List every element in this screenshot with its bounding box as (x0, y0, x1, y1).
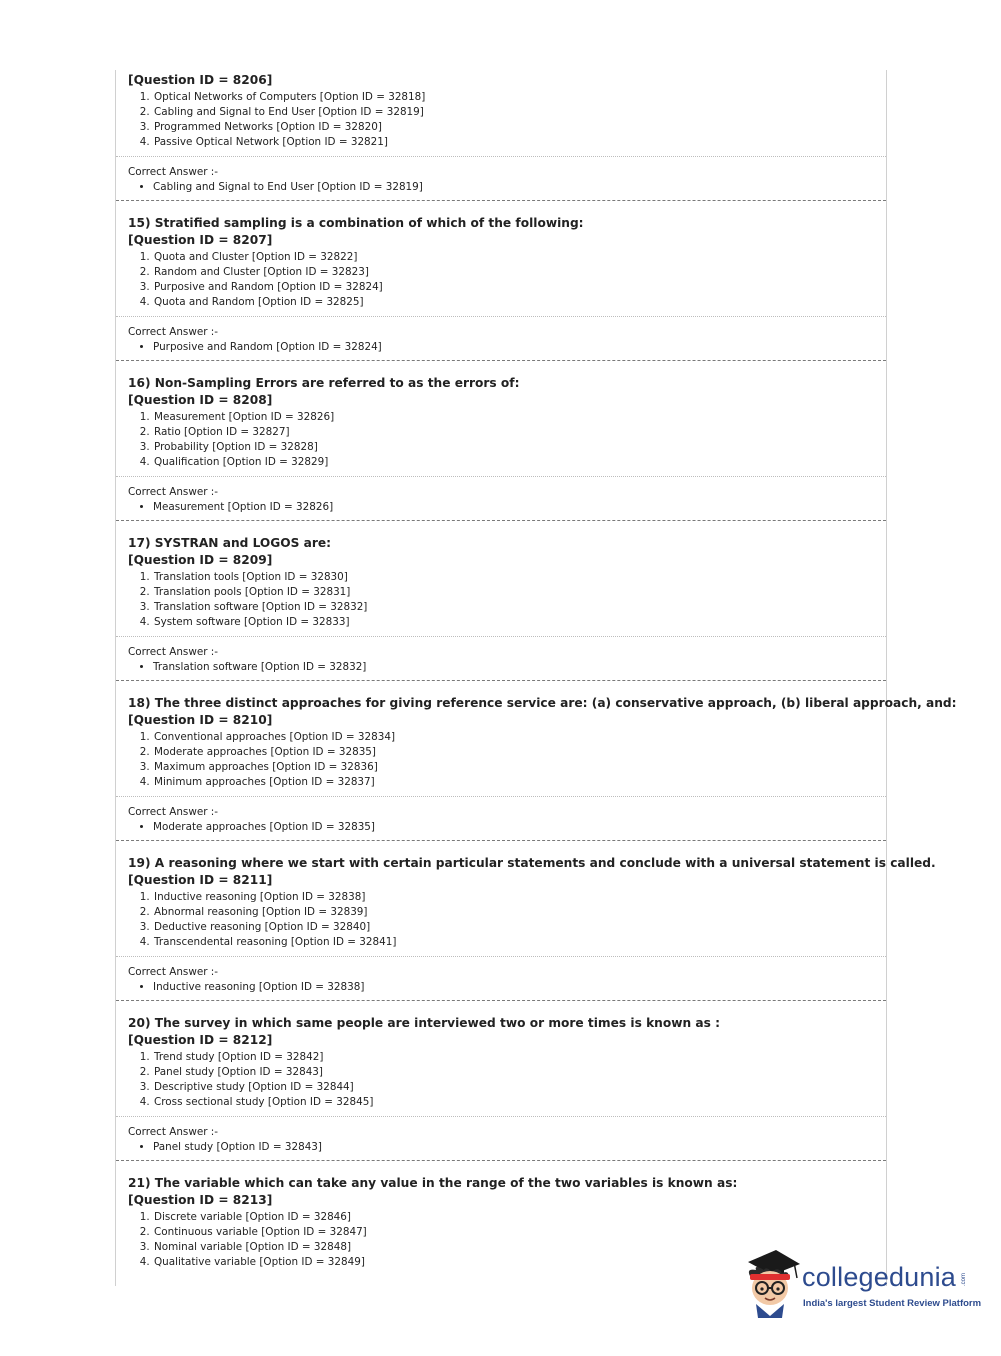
question-8206 (116, 70, 886, 150)
option-item: 2. Cabling and Signal to End User [Option ID = 32819] (153, 105, 874, 120)
logo-wordmark: collegedunia (802, 1262, 957, 1292)
option-item: 4. Passive Optical Network [Option ID = 32821] (153, 135, 874, 150)
question-id: [Question ID = 8209] (128, 553, 273, 567)
option-item: 1. Trend study [Option ID = 32842] (153, 1050, 874, 1065)
correct-answer-label: Correct Answer :- (128, 1126, 219, 1138)
options-list (128, 250, 874, 310)
options-list (128, 730, 874, 790)
question-title: 15) Stratified sampling is a combination of which of the following: (128, 216, 584, 230)
option-item: 4. Transcendental reasoning [Option ID = 32841] (153, 935, 874, 950)
option-item: 1. Translation tools [Option ID = 32830] (153, 570, 874, 585)
option-item: 3. Probability [Option ID = 32828] (153, 440, 874, 455)
answer-list (116, 340, 886, 355)
question-id: [Question ID = 8206] (128, 73, 273, 87)
correct-answer-label: Correct Answer :- (128, 326, 219, 338)
option-item: 4. Minimum approaches [Option ID = 32837] (153, 775, 874, 790)
logo-tagline: India's largest Student Review Platform (803, 1298, 982, 1309)
correct-answer: • Inductive reasoning [Option ID = 32838] (153, 980, 886, 995)
answer-list (116, 660, 886, 675)
question-17 (116, 534, 886, 630)
logo-domain-suffix: .com (961, 1273, 967, 1287)
option-item: 3. Descriptive study [Option ID = 32844] (153, 1080, 874, 1095)
option-item: 1. Inductive reasoning [Option ID = 32838] (153, 890, 874, 905)
question-title: 19) A reasoning where we start with certain particular statements and conclude with a universal statement is called. (128, 856, 936, 870)
question-16 (116, 374, 886, 470)
correct-answer-label: Correct Answer :- (128, 966, 219, 978)
answer-list (116, 820, 886, 835)
option-item: 2. Ratio [Option ID = 32827] (153, 425, 874, 440)
question-title: 16) Non-Sampling Errors are referred to as the errors of: (128, 376, 520, 390)
option-item: 3. Maximum approaches [Option ID = 32836] (153, 760, 874, 775)
correct-answer: • Measurement [Option ID = 32826] (153, 500, 886, 515)
option-item: 3. Programmed Networks [Option ID = 32820] (153, 120, 874, 135)
option-item: 1. Optical Networks of Computers [Option ID = 32818] (153, 90, 874, 105)
correct-answer: • Panel study [Option ID = 32843] (153, 1140, 886, 1155)
option-item: 2. Moderate approaches [Option ID = 32835] (153, 745, 874, 760)
options-list (128, 570, 874, 630)
correct-answer-label: Correct Answer :- (128, 806, 219, 818)
correct-answer: • Cabling and Signal to End User [Option ID = 32819] (153, 180, 886, 195)
question-id: [Question ID = 8211] (128, 873, 273, 887)
correct-answer-label: Correct Answer :- (128, 166, 219, 178)
question-title: 20) The survey in which same people are interviewed two or more times is known as : (128, 1016, 720, 1030)
question-19 (116, 854, 936, 950)
question-id: [Question ID = 8207] (128, 233, 273, 247)
question-id: [Question ID = 8213] (128, 1193, 273, 1207)
option-item: 1. Conventional approaches [Option ID = 32834] (153, 730, 874, 745)
question-title: 18) The three distinct approaches for giving reference service are: (a) conservative approach, (b) liberal approach, and: (128, 696, 957, 710)
question-id: [Question ID = 8210] (128, 713, 273, 727)
collegedunia-logo (742, 1248, 982, 1318)
correct-answer: • Moderate approaches [Option ID = 32835] (153, 820, 886, 835)
option-item: 4. Qualification [Option ID = 32829] (153, 455, 874, 470)
question-20 (116, 1014, 886, 1110)
option-item: 4. System software [Option ID = 32833] (153, 615, 874, 630)
options-list (128, 90, 874, 150)
option-item: 2. Random and Cluster [Option ID = 32823] (153, 265, 874, 280)
option-item: 2. Translation pools [Option ID = 32831] (153, 585, 874, 600)
correct-answer-label: Correct Answer :- (128, 486, 219, 498)
option-item: 1. Measurement [Option ID = 32826] (153, 410, 874, 425)
option-item: 4. Cross sectional study [Option ID = 32845] (153, 1095, 874, 1110)
options-list (128, 410, 874, 470)
option-item: 1. Quota and Cluster [Option ID = 32822] (153, 250, 874, 265)
mascot-icon (742, 1248, 802, 1318)
correct-answer: • Translation software [Option ID = 32832] (153, 660, 886, 675)
option-item: 3. Nominal variable [Option ID = 32848] (153, 1240, 874, 1255)
option-item: 3. Deductive reasoning [Option ID = 32840] (153, 920, 874, 935)
option-item: 3. Purposive and Random [Option ID = 32824] (153, 280, 874, 295)
options-list (128, 1050, 874, 1110)
correct-answer-label: Correct Answer :- (128, 646, 219, 658)
option-item: 4. Quota and Random [Option ID = 32825] (153, 295, 874, 310)
option-item: 2. Abnormal reasoning [Option ID = 32839] (153, 905, 874, 920)
answer-list (116, 500, 886, 515)
options-list (128, 890, 874, 950)
option-item: 3. Translation software [Option ID = 32832] (153, 600, 874, 615)
option-item: 2. Panel study [Option ID = 32843] (153, 1065, 874, 1080)
correct-answer: • Purposive and Random [Option ID = 32824] (153, 340, 886, 355)
question-id: [Question ID = 8212] (128, 1033, 273, 1047)
question-18 (116, 694, 957, 790)
question-id: [Question ID = 8208] (128, 393, 273, 407)
question-title: 21) The variable which can take any value in the range of the two variables is known as: (128, 1176, 738, 1190)
answer-list (116, 1140, 886, 1155)
question-15 (116, 214, 886, 310)
option-item: 2. Continuous variable [Option ID = 32847] (153, 1225, 874, 1240)
answer-list (116, 980, 886, 995)
option-item: 4. Qualitative variable [Option ID = 32849] (153, 1255, 874, 1270)
question-title: 17) SYSTRAN and LOGOS are: (128, 536, 332, 550)
option-item: 1. Discrete variable [Option ID = 32846] (153, 1210, 874, 1225)
answer-list (116, 180, 886, 195)
